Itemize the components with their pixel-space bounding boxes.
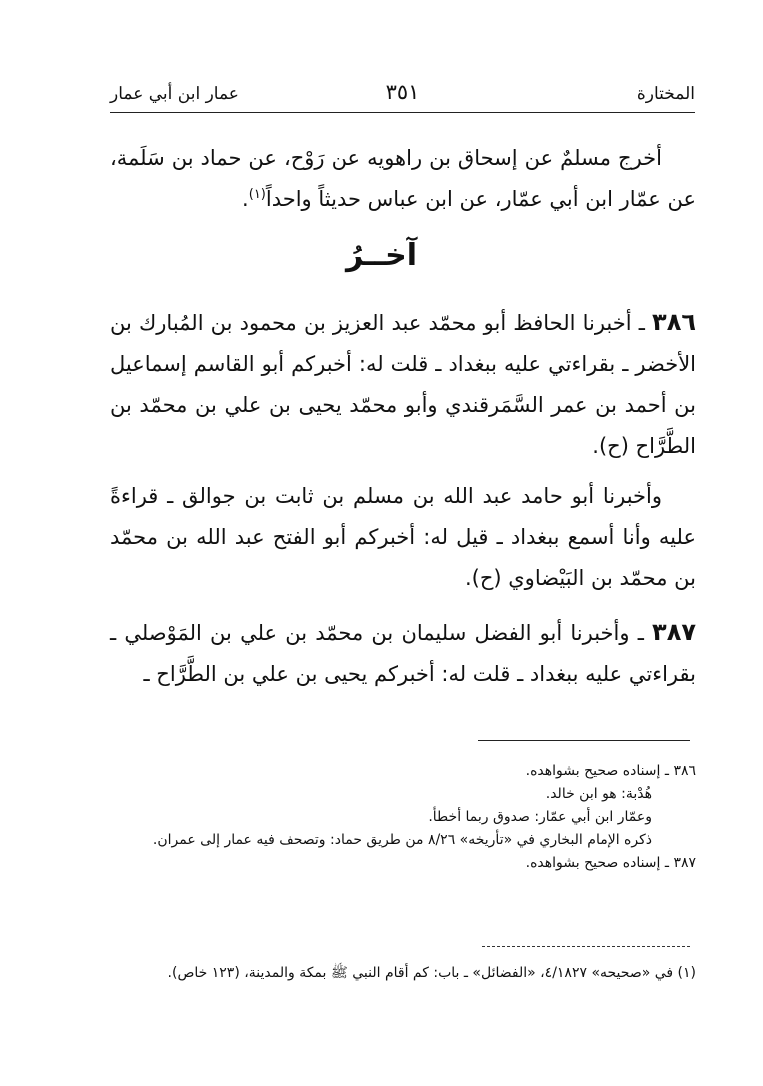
page-header: [110, 80, 695, 110]
note-386-isnad: ٣٨٦ ـ إسناده صحيح بشواهده.: [525, 763, 696, 779]
footnote-1: (١) في «صحيحه» ٤/١٨٢٧، «الفضائل» ـ باب: كم أقام النبي ﷺ بمكة والمدينة، (١٢٣ خاص).: [167, 965, 696, 981]
paragraph-intro-text: أخرج مسلمٌ عن إسحاق بن راهويه عن رَوْح، عن حماد بن سَلَمة، عن عمّار ابن أبي عمّار، عن ابن عباس حديثاً واحداً: [110, 146, 696, 211]
commentary-notes: [110, 760, 696, 875]
paragraph-387-text: ـ وأخبرنا أبو الفضل سليمان بن محمّد بن علي بن المَوْصلي ـ بقراءتي عليه ببغداد ـ قلت له: أخبركم يحيى بن علي بن الطَّرَّاح ـ: [110, 621, 696, 686]
paragraph-intro-end: .: [242, 187, 249, 211]
hadith-number-386: ٣٨٦: [652, 308, 696, 336]
paragraph-386: [110, 302, 696, 467]
header-rule: [110, 112, 695, 113]
paragraph-387: [110, 612, 696, 695]
section-heading: آخــرُ: [345, 238, 418, 273]
note-hudba: هُدْبة: هو ابن خالد.: [545, 786, 652, 802]
paragraph-second-chain-text: وأخبرنا أبو حامد عبد الله بن مسلم بن ثابت بن جوالق ـ قراءةً عليه وأنا أسمع ببغداد ـ قيل له: أخبركم أبو الفتح عبد الله بن محمّد بن محمّد بن البَيْضاوي (ح).: [110, 484, 696, 590]
book-title: المختارة: [636, 84, 695, 104]
notes-separator: [478, 740, 690, 741]
chapter-title: عمار ابن أبي عمار: [110, 84, 239, 104]
paragraph-386-text: ـ أخبرنا الحافظ أبو محمّد عبد العزيز بن محمود بن المُبارك بن الأخضر ـ بقراءتي عليه ببغداد ـ قلت له: أخبركم أبو القاسم إسماعيل بن أحمد بن عمر السَّمَرقندي وأبو محمّد يحيى بن علي بن محمّد بن الطَّرَّاح (ح).: [110, 311, 696, 458]
footnote-marker[interactable]: (١): [248, 187, 266, 202]
page-number: ٣٥١: [385, 80, 420, 104]
footnote-separator: [482, 946, 690, 947]
note-387-isnad: ٣٨٧ ـ إسناده صحيح بشواهده.: [525, 855, 696, 871]
hadith-number-387: ٣٨٧: [652, 618, 696, 646]
note-ammar: وعمّار ابن أبي عمّار: صدوق ربما أخطأ.: [428, 809, 652, 825]
paragraph-second-chain: [110, 476, 696, 599]
paragraph-intro: [110, 138, 696, 220]
note-bukhari: ذكره الإمام البخاري في «تأريخه» ٨/٢٦ من طريق حماد: وتصحف فيه عمار إلى عمران.: [152, 832, 652, 848]
